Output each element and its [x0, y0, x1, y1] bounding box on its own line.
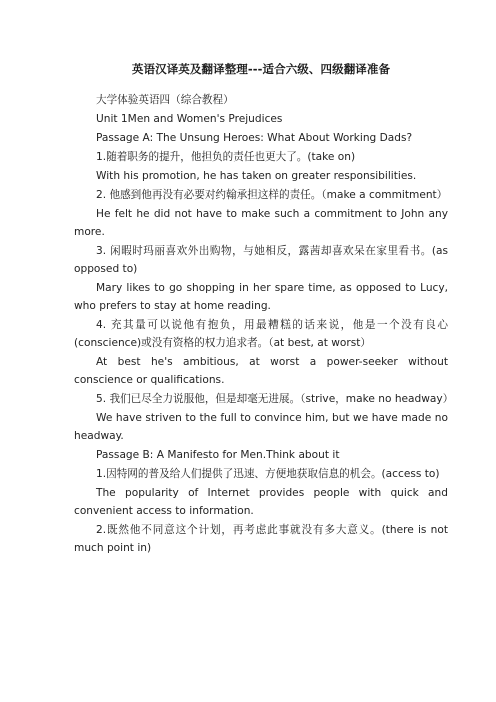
document-title: 英语汉译英及翻译整理---适合六级、四级翻译准备 [131, 62, 391, 76]
passage-b-heading: Passage B: A Manifesto for Men.Think about it [96, 449, 340, 461]
textbook-name: 大学体验英语四（综合教程） [96, 94, 234, 106]
passage-b-exercise-1-english: The popularity of Internet provides people with quick and convenient access to information. [74, 487, 448, 517]
exercise-3-chinese: 3. 闲暇时玛丽喜欢外出购物，与她相反，露茜却喜欢呆在家里看书。(as opposed to) [74, 245, 448, 275]
exercise-1-english: With his promotion, he has taken on greater responsibilities. [96, 170, 417, 182]
exercise-1-chinese: 1.随着职务的提升，他担负的责任也更大了。(take on) [96, 151, 356, 163]
passage-a-heading: Passage A: The Unsung Heroes: What About Working Dads? [96, 132, 413, 144]
passage-b-exercise-2-chinese: 2.既然他不同意这个计划，再考虑此事就没有多大意义。(there is not much point in) [74, 524, 448, 554]
exercise-5-english: We have striven to the full to convince him, but we have made no headway. [74, 412, 448, 442]
exercise-4-english: At best he's ambitious, at worst a power-seeker without conscience or qualifications. [74, 356, 448, 386]
exercise-4-chinese: 4. 充其量可以说他有抱负，用最糟糕的话来说，他是一个没有良心(conscience)或没有资格的权力追求者。（at best, at worst） [74, 319, 448, 349]
unit-heading: Unit 1Men and Women's Prejudices [96, 113, 283, 125]
exercise-3-english: Mary likes to go shopping in her spare time, as opposed to Lucy, who prefers to stay at home reading. [74, 282, 448, 312]
passage-b-exercise-1-chinese: 1.因特网的普及给人们提供了迅速、方便地获取信息的机会。(access to) [96, 468, 440, 480]
exercise-2-english: He felt he did not have to make such a commitment to John any more. [74, 208, 448, 238]
exercise-5-chinese: 5. 我们已尽全力说服他，但是却毫无进展。（strive，make no headway） [96, 393, 454, 405]
exercise-2-chinese: 2. 他感到他再没有必要对约翰承担这样的责任。（make a commitment） [96, 189, 448, 201]
